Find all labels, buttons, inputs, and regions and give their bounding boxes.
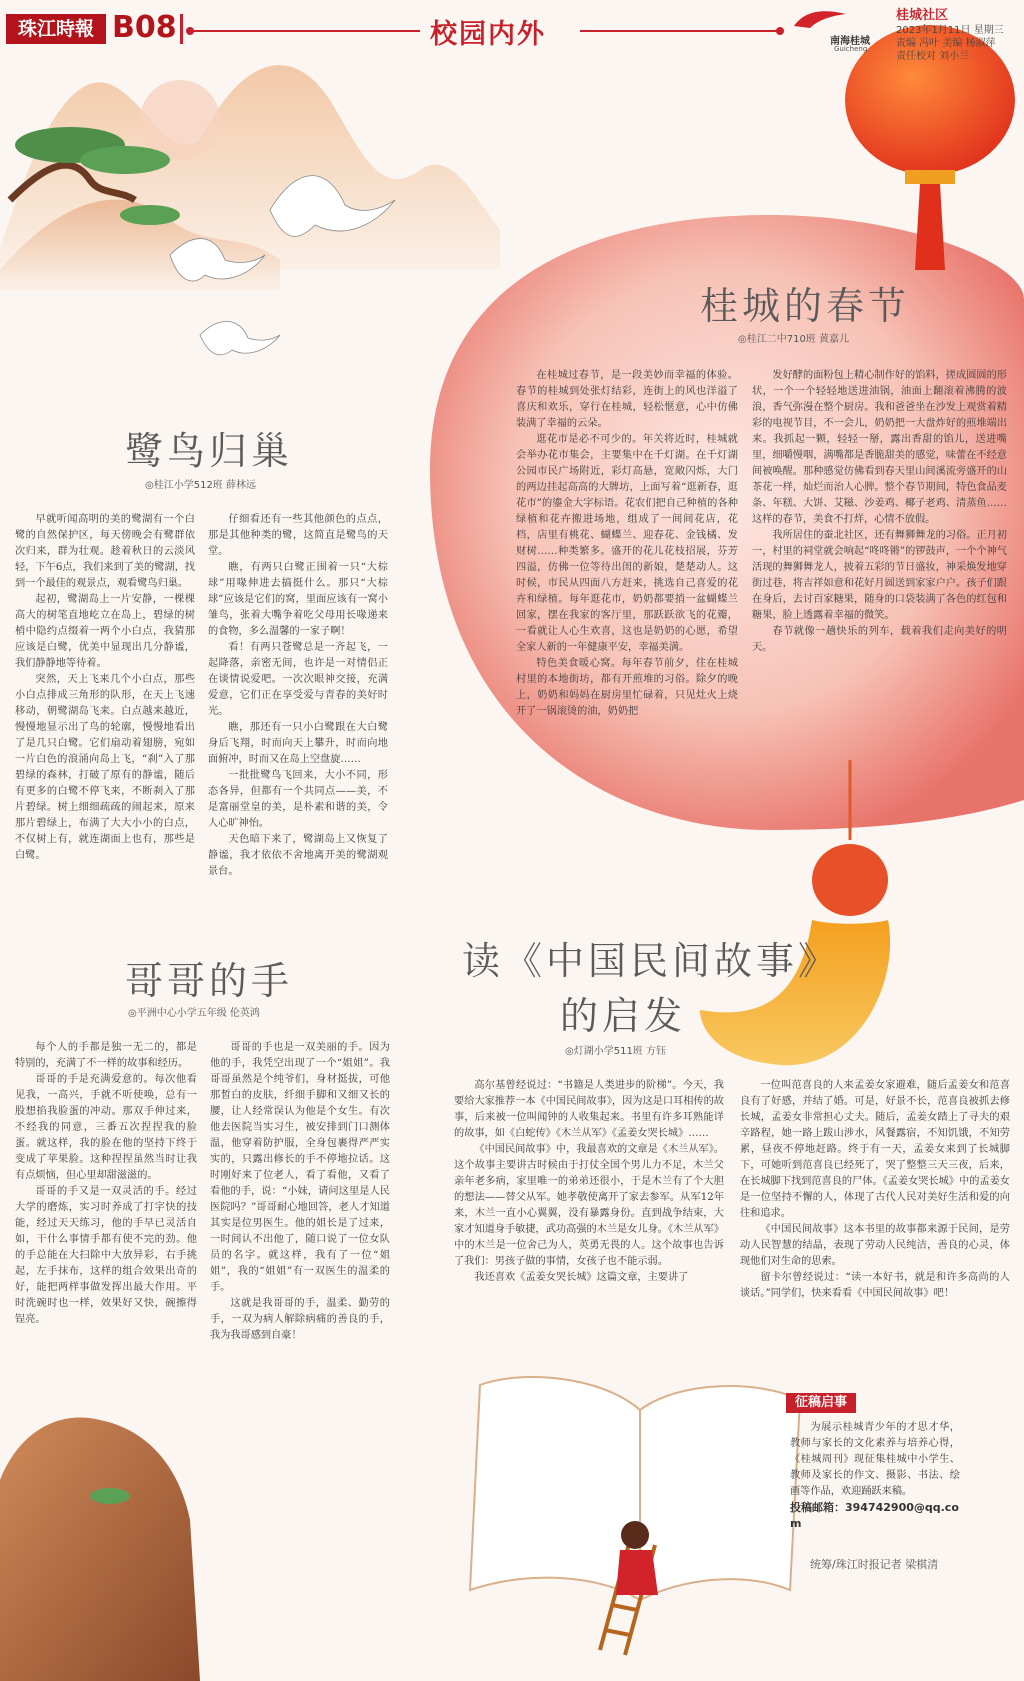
proof-line: 责任校对 刘小兰 bbox=[896, 51, 970, 62]
notice-email: 投稿邮箱：394742900@qq.com bbox=[790, 1501, 959, 1530]
issue-date: 2023年1月11日 星期三 bbox=[896, 25, 1004, 36]
paragraph: 逛花市是必不可少的。年关将近时，桂城就会举办花市集会，主要集中在千灯湖。在千灯湖公园市民广场附近，彩灯高悬，宽敞闪烁，大门的两边挂起高高的大牌坊，上面写着“逛新春，逛花市”的鎏金大字标语。花农们把自己种植的各种绿植和花卉搬进场地，组成了一间间花店，花档，店里有桃花、蝴蝶兰、迎春花、金钱橘、发财树……种类繁多。盛开的花儿花枝招展，芬芳四溢，仿佛一位等待出闺的新娘，楚楚动人。这时候，市民从四面八方赶来，挑选自己喜爱的花卉和绿植。每年逛花市，奶奶都要捎一盆蝴蝶兰回家，摆在我家的客厅里，那跃跃欲飞的花瓣，一看就让人心生欢喜，这也是奶奶的心愿，希望全家人新的一年健康平安，幸福美满。 bbox=[516, 434, 738, 653]
article-title: 哥哥的手 bbox=[125, 959, 294, 1003]
paragraph: 留卡尔曾经说过：“读一本好书，就是和许多高尚的人谈话。”同学们，快来看看《中国民间故事》吧！ bbox=[740, 1272, 1010, 1299]
paragraph: 每个人的手都是独一无二的，都是特别的，充满了不一样的故事和经历。 bbox=[15, 1042, 197, 1069]
paragraph: 特色美食暖心窝。每年春节前夕，住在桂城村里的本地街坊，都有开煎堆的习俗。除夕的晚上，奶奶和妈妈在厨房里忙碌着，只见灶火上烧开了一锅滚烫的油，奶奶把 bbox=[516, 658, 738, 717]
paragraph: 仔细看还有一些其他颜色的点点，那是其他种类的鹭，这简直是鹭鸟的天堂。 bbox=[208, 514, 388, 557]
paragraph: 起初，鹭湖岛上一片安静，一棵棵高大的树笔直地屹立在岛上，碧绿的树梢中隐约点缀着一两个小白点，我猜那应该是白鹭，优美中显现出几分静谧，我们静静地等待着。 bbox=[15, 594, 195, 669]
header-divider bbox=[180, 14, 183, 44]
paragraph: 早就听闻高明的美的鹭湖有一个白鹭的自然保护区，每天傍晚会有鹭群依次归来，群为壮观。趁着秋日的云淡风轻，下午6点，我们来到了美的鹭湖，找到一个最佳的观景点，观看鹭鸟归巢。 bbox=[15, 514, 195, 589]
article-column bbox=[516, 368, 738, 720]
paragraph: 《中国民间故事》这本书里的故事都来源于民间，是劳动人民智慧的结晶，表现了劳动人民纯洁，善良的心灵，体现他们对生命的思索。 bbox=[740, 1224, 1010, 1267]
article-byline: ◎桂江二中710班 黄嘉儿 bbox=[738, 334, 849, 345]
header-rule-right bbox=[580, 30, 780, 32]
article-byline: ◎桂江小学512班 薛林远 bbox=[145, 480, 256, 491]
article-column bbox=[15, 512, 195, 864]
paragraph: 一位叫范喜良的人来孟姜女家避难，随后孟姜女和范喜良有了好感，并结了婚。可是，好景不长，范喜良被抓去修长城，孟姜女非常担心丈夫。随后，孟姜女踏上了寻夫的艰辛路程，她一路上跋山涉水，风餐露宿，不知饥饿，不知劳累，昼夜不停地赶路。终于有一天，孟姜女来到了长城脚下，可她听到范喜良已经死了，哭了整整三天三夜，后来，在长城脚下找到范喜良的尸体。《孟姜女哭长城》中的孟姜女是一位坚持不懈的人，体现了古代人民对美好生活和爱的向往和追求。 bbox=[740, 1080, 1010, 1219]
paper-logo: 珠江時報 bbox=[6, 14, 106, 44]
paragraph: 瞧，那还有一只小白鹭跟在大白鹭身后飞翔，时而向天上攀升，时而向地面俯冲，时而又在岛上空盘旋…… bbox=[208, 722, 388, 765]
section-title: 校园内外 bbox=[430, 19, 546, 50]
paragraph: 这就是我哥哥的手，温柔、勤劳的手，一双为病人解除病痛的善良的手，我为我哥感到自豪！ bbox=[210, 1298, 390, 1341]
notice-title: 征稿启事 bbox=[786, 1393, 856, 1413]
paragraph: 哥哥的手又是一双灵活的手。经过大学的磨炼，实习时养成了打字快的技能，经过天天练习，他的手早已灵活自如，干什么事情手都有使不完的劲。他的手总能在大扫除中大放异彩，右手挑起，左手抹布，这样的组合效果出奇的好，能把两样事做发挥出最大作用。平时洗碗时也一样，效果好又快，碗擦得锃亮。 bbox=[15, 1186, 197, 1325]
article-title: 桂城的春节 bbox=[700, 284, 911, 328]
paragraph: 春节就像一趟快乐的列车，载着我们走向美好的明天。 bbox=[752, 626, 1007, 653]
article-title: 读《中国民间故事》 bbox=[462, 939, 841, 983]
article-column bbox=[752, 368, 1007, 656]
article-column bbox=[208, 512, 388, 880]
paragraph: 发好酵的面粉包上精心制作好的馅料，搓成圆圆的形状，一个一个轻轻地送进油锅，油面上翻滚着沸腾的波浪，香气弥漫在整个厨房。我和爸爸坐在沙发上观赏着精彩的电视节目，不一会儿，奶奶把一大盘炸好的煎堆端出来。我抓起一颗，轻轻一掰，露出香甜的馅儿，送进嘴里，细嚼慢咽，满嘴都是香脆甜美的感觉，味蕾在不经意间被唤醒。那种感觉仿佛看到春天里山间溪流旁盛开的山茶花一样，灿烂而治人心脾。整个春节期间，特色食品麦条、年糕、大饼、艾糍、沙姜鸡、椰子老鸡、清蒸鱼……这样的春节，美食不打烊，心情不放假。 bbox=[752, 370, 1007, 525]
paragraph: 在桂城过春节，是一段美妙而幸福的体验。春节的桂城到处张灯结彩，连街上的风也洋溢了喜庆和欢乐，穿行在桂城，轻松惬意，心中仿佛装满了幸福的云朵。 bbox=[516, 370, 738, 429]
article-title-line2: 的启发 bbox=[560, 994, 687, 1038]
article-title: 鹭鸟归巢 bbox=[125, 429, 294, 473]
paragraph: 看！有两只苍鹭总是一齐起飞，一起降落，亲密无间，也许是一对情侣正在谈情说爱吧。一次次眼神交接，充满爱意，它们正在享受爱与青春的美好时光。 bbox=[208, 642, 388, 717]
article-column bbox=[454, 1078, 724, 1286]
paragraph: 哥哥的手是充满爱意的。每次他看见我，一高兴，手就不听使唤，总有一股想掐我脸蛋的冲动。那双手伸过来，不经我的同意，三番五次捏捏我的脸蛋。就这样，我的脸在他的坚持下终于变成了苹果脸。这种捏捏虽然当时让我有点烦恼，但心里却甜滋滋的。 bbox=[15, 1074, 197, 1181]
article-column bbox=[210, 1040, 390, 1344]
paragraph: 我还喜欢《孟姜女哭长城》这篇文章，主要讲了 bbox=[474, 1272, 689, 1283]
page-number: B08 bbox=[112, 10, 177, 45]
paragraph: 天色暗下来了，鹭湖岛上又恢复了静谧，我才依依不舍地离开美的鹭湖观景台。 bbox=[208, 834, 388, 877]
column-name: 桂城社区 bbox=[896, 8, 949, 23]
paragraph: 高尔基曾经说过：“书籍是人类进步的阶梯”。今天，我要给大家推荐一本《中国民间故事》，因为这是口耳相传的故事，后来被一位叫闻钟的人收集起来。书里有许多耳熟能详的故事，如《白蛇传》《木兰从军》《孟姜女哭长城》…… bbox=[454, 1080, 724, 1139]
article-byline: ◎平洲中心小学五年级 伦英鸿 bbox=[128, 1008, 260, 1019]
paragraph: 我所居住的蚕北社区，还有舞狮舞龙的习俗。正月初一，村里的祠堂就会响起“咚咚锵”的锣鼓声，一个个神气活现的舞狮舞龙人，披着五彩的节日盛妆，神采焕发地穿街过巷，将吉祥如意和花好月圆送到家家户户。孩子们跟在身后，去讨百家糖果，随身的口袋装满了各色的红包和糖果，脸上透露着幸福的微笑。 bbox=[752, 530, 1007, 621]
article-byline: ◎灯湖小学511班 方钰 bbox=[565, 1046, 666, 1057]
brand-swoosh-icon bbox=[790, 8, 850, 32]
paragraph: 哥哥的手也是一双美丽的手。因为他的手，我凭空出现了一个“姐姐”。我哥哥虽然是个纯爷们，身材挺拔，可他那皙白的皮肤，纤细手脚和又细又长的腰，让人经常误认为他是个女生。有次他去医院当实习生，被安排到门口测体温，他穿着防护服，全身包裹得严严实实的，只露出修长的手不停地拉话。这时刚好来了位老人，看了看他，又看了看他的手，说：“小妹，请问这里是人民医院吗？”哥哥耐心地回答，老人才知道其实是位男医生。他的姐长是了过来，一时间认不出他了，随口说了一位女队员的名字。就这样，我有了一位“姐姐”，我的“姐姐”有一双医生的温柔的手。 bbox=[210, 1042, 390, 1293]
notice-body bbox=[790, 1420, 960, 1500]
editor-line: 责编 冯叶 美编 杨淑萍 bbox=[896, 38, 996, 49]
paragraph: 突然，天上飞来几个小白点，那些小白点排成三角形的队形，在天上飞速移动，朝鹭湖岛飞来。白点越来越近，慢慢地显示出了鸟的轮廓，慢慢地看出了是几只白鹭。它们扇动着翅膀，宛如一片白色的浪涌向岛上飞，“刹”入了那碧绿的森林，打破了原有的静谧，随后有更多的白鹭不停飞来，不断刹入了那片碧绿。树上细细疏疏的闹起来，原来那片碧绿上，布满了大大小小的白点，不仅树上有，就连湖面上也有，那些是白鹭。 bbox=[15, 674, 195, 861]
article-column bbox=[740, 1078, 1010, 1302]
header-dot-left bbox=[186, 27, 194, 35]
paragraph: 《中国民间故事》中，我最喜欢的文章是《木兰从军》。这个故事主要讲古时候由于打仗全国个男儿力不足，木兰父亲年老多病，家里唯一的弟弟还很小，于是木兰有了个大胆的想法——替父从军。她孝敬使离开了家去参军。从军12年来，木兰一直小心翼翼，没有暴露身份。直到战争结束，大家才知道身手敏捷，武功高强的木兰是女儿身。《木兰从军》中的木兰是一位舍己为人，英勇无畏的人。这个故事也告诉了我们：男孩子做的事情，女孩子也不能示弱。 bbox=[454, 1144, 724, 1267]
header-rule-left bbox=[190, 30, 420, 32]
paragraph: 瞧，有两只白鹭正围着一只“大棕球”用喙伸进去搞挺什么。那只“大棕球”应该是它们的窝，里面应该有一窝小雏鸟，张着大嘴争着吃父母用长喙递来的食物，多么温馨的一家子啊！ bbox=[208, 562, 388, 637]
paragraph: 为展示桂城青少年的才思才华，教师与家长的文化素养与培养心得，《桂城周刊》现征集桂城中小学生、教师及家长的作文、摄影、书法、绘画等作品，欢迎踊跃来稿。 bbox=[790, 1422, 960, 1497]
paragraph: 一批批鹭鸟飞回来，大小不同，形态各异，但都有一个共同点——美，不是富丽堂皇的美，是朴素和谐的美，令人心旷神怡。 bbox=[208, 770, 388, 829]
brand-sub: Guicheng bbox=[834, 45, 868, 53]
article-column bbox=[15, 1040, 197, 1328]
brand-name: 南海桂城 bbox=[830, 36, 870, 47]
footer-credit: 统筹/珠江时报记者 梁棋清 bbox=[810, 1558, 939, 1571]
header-dot-right bbox=[776, 27, 784, 35]
